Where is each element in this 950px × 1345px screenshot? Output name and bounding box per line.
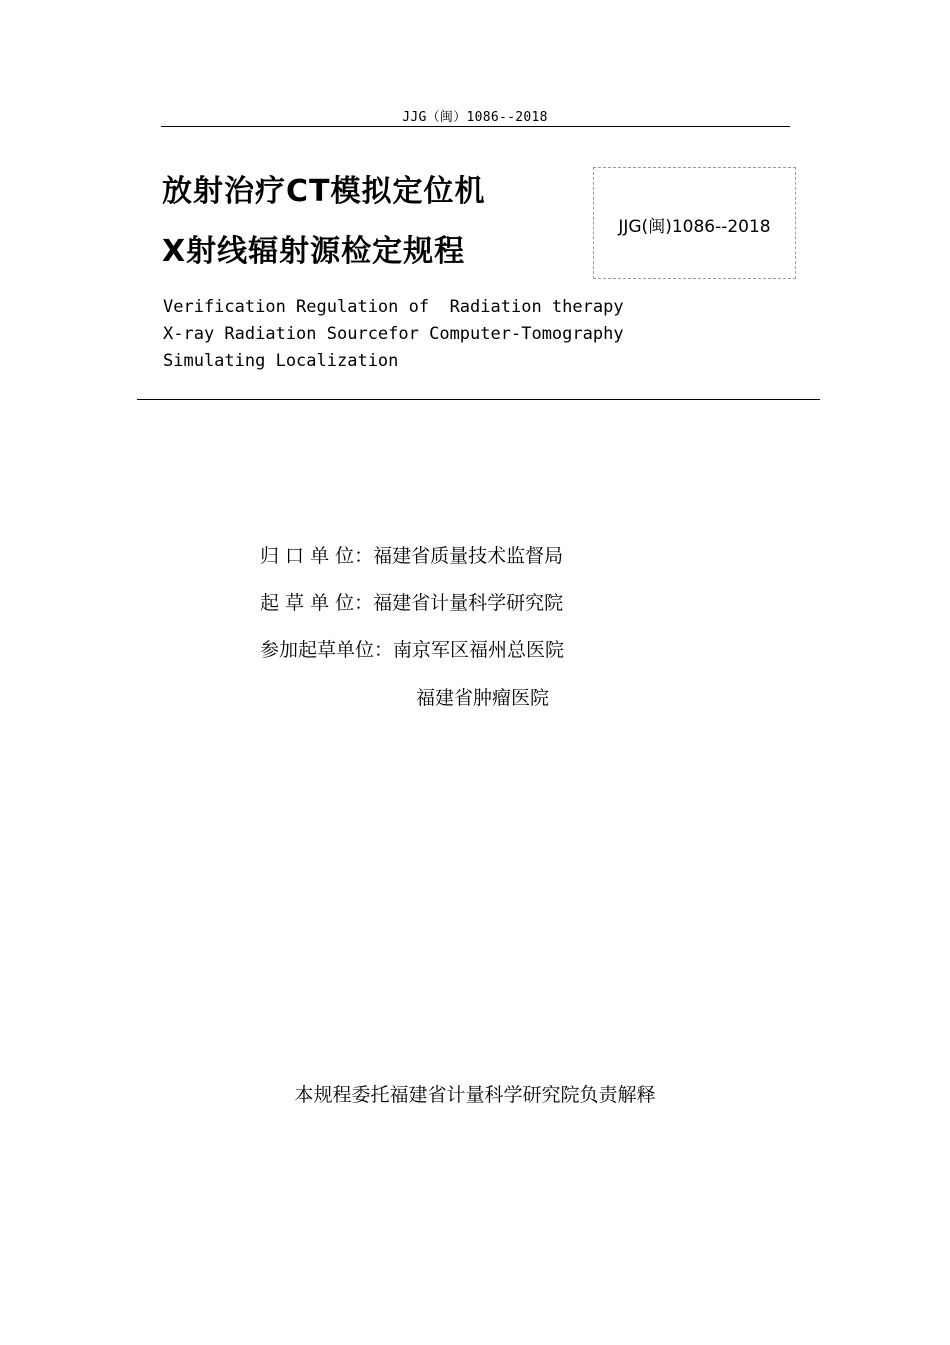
title-chinese-line-2: X射线辐射源检定规程 bbox=[162, 234, 466, 269]
interpretation-note: 本规程委托福建省计量科学研究院负责解释 bbox=[294, 1084, 656, 1106]
standard-code-box bbox=[593, 167, 796, 279]
title-english-line-3: Simulating Localization bbox=[163, 351, 399, 371]
title-english-line-1: Verification Regulation of Radiation therapy bbox=[163, 297, 624, 317]
title-chinese-line-1: 放射治疗CT模拟定位机 bbox=[162, 174, 486, 209]
header-standard-code: JJG（闽）1086--2018 bbox=[402, 110, 548, 125]
title-divider bbox=[137, 399, 820, 400]
standard-code-box-text: JJG(闽)1086--2018 bbox=[618, 217, 771, 237]
title-english-line-2: X-ray Radiation Sourcefor Computer-Tomography bbox=[163, 324, 624, 344]
info-drafting-unit: 起 草 单 位：福建省计量科学研究院 bbox=[260, 592, 564, 614]
info-participating-unit: 参加起草单位：南京军区福州总医院 bbox=[260, 639, 565, 661]
info-participating-unit-2: 福建省肿瘤医院 bbox=[416, 687, 550, 709]
header-divider bbox=[161, 126, 790, 127]
info-responsible-unit: 归 口 单 位：福建省质量技术监督局 bbox=[260, 545, 564, 567]
